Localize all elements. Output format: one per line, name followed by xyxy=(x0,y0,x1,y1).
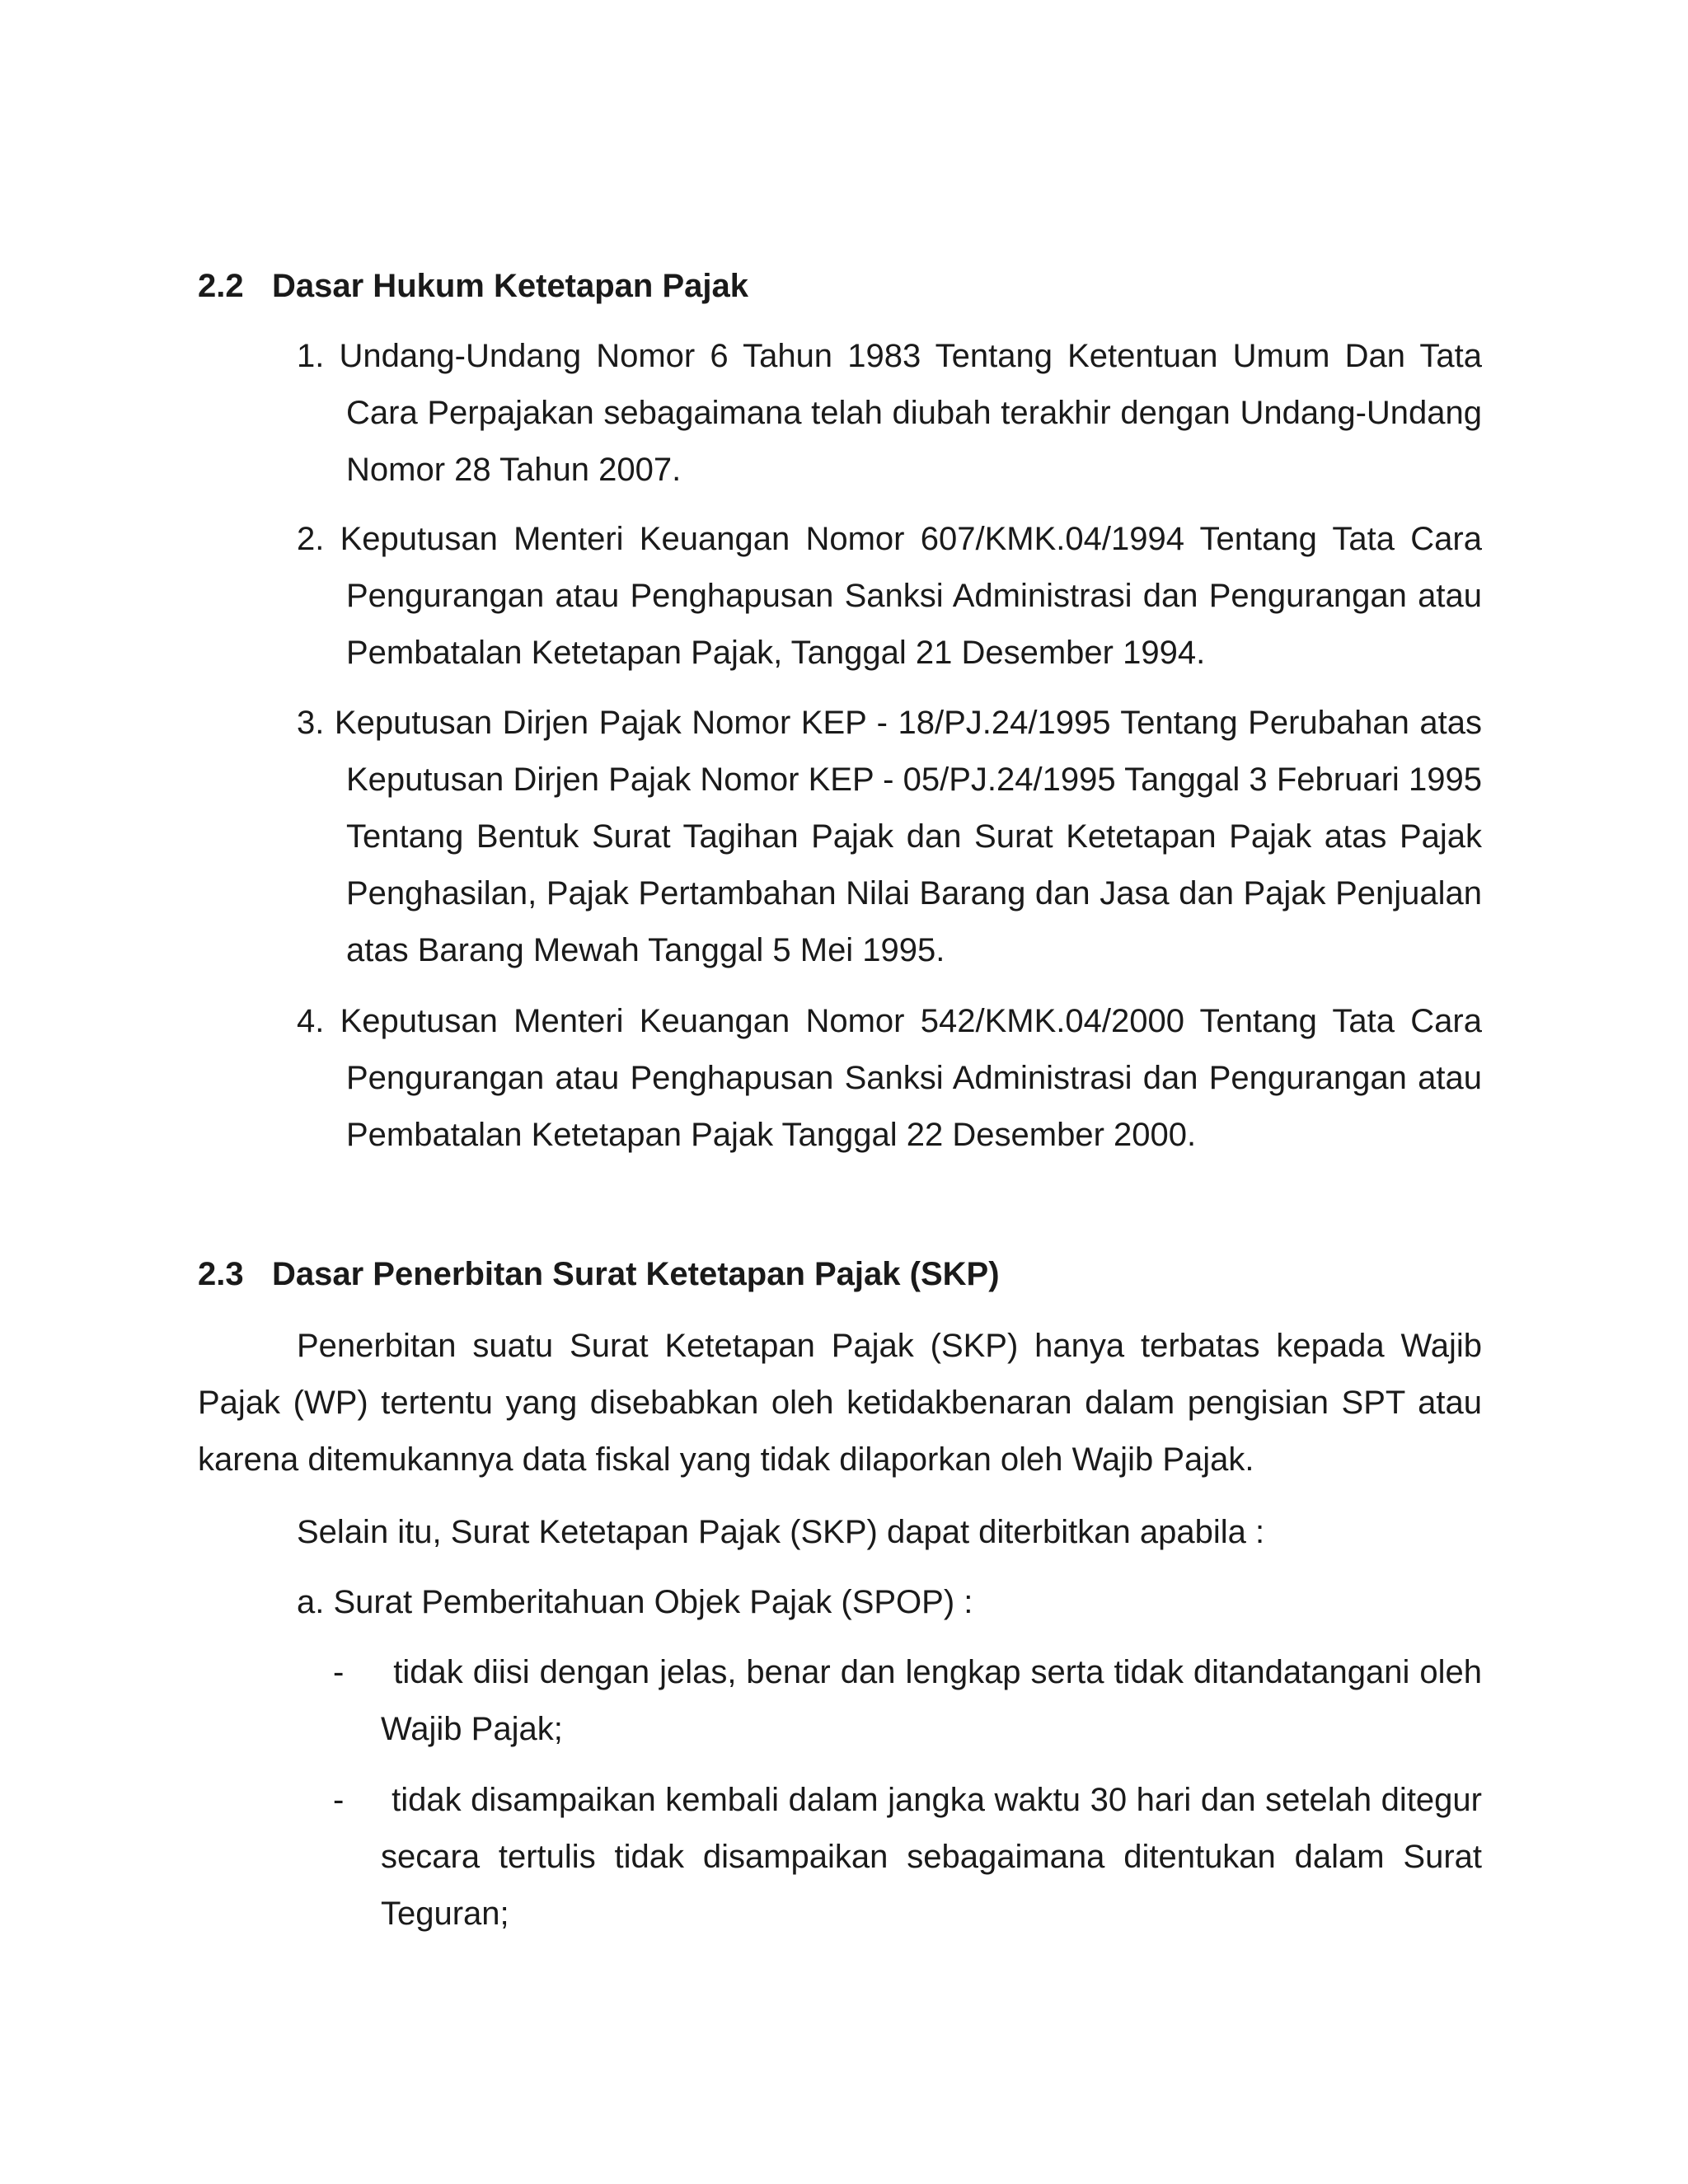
section-title: Dasar Hukum Ketetapan Pajak xyxy=(272,268,749,304)
section-number: 2.2 xyxy=(198,268,244,304)
dash-item-2 xyxy=(333,1772,1482,1943)
section-title: Dasar Penerbitan Surat Ketetapan Pajak (SKP) xyxy=(272,1256,1000,1292)
dash-item-text: tidak diisi dengan jelas, benar dan lengkap serta tidak ditandatangani oleh Wajib Pajak; xyxy=(381,1654,1482,1747)
sub-item-a: a. Surat Pemberitahuan Objek Pajak (SPOP) : xyxy=(297,1584,973,1620)
dash-marker: - xyxy=(333,1654,345,1690)
list-item-2 xyxy=(297,511,1482,682)
dash-item-text: tidak disampaikan kembali dalam jangka waktu 30 hari dan setelah ditegur secara tertulis tidak disampaikan sebagaimana ditentukan dalam Surat Teguran; xyxy=(381,1782,1482,1932)
list-item-text: Keputusan Menteri Keuangan Nomor 542/KMK.04/2000 Tentang Tata Cara Pengurangan atau Penghapusan Sanksi Administrasi dan Pengurangan atau Pembatalan Ketetapan Pajak Tanggal 22 Desember 2000. xyxy=(340,1003,1482,1153)
list-marker: 4. xyxy=(297,1003,325,1039)
list-marker: 3. xyxy=(297,705,325,741)
list-item-text: Keputusan Menteri Keuangan Nomor 607/KMK.04/1994 Tentang Tata Cara Pengurangan atau Penghapusan Sanksi Administrasi dan Pengurangan atau Pembatalan Ketetapan Pajak, Tanggal 21 Desember 1994. xyxy=(340,521,1482,671)
list-item-text: Undang-Undang Nomor 6 Tahun 1983 Tentang Ketentuan Umum Dan Tata Cara Perpajakan sebagaimana telah diubah terakhir dengan Undang-Undang Nomor 28 Tahun 2007. xyxy=(339,338,1482,488)
dash-marker: - xyxy=(333,1782,345,1818)
paragraph-2: Selain itu, Surat Ketetapan Pajak (SKP) dapat diterbitkan apabila : xyxy=(297,1514,1265,1550)
list-marker: 1. xyxy=(297,338,325,374)
paragraph-1: Penerbitan suatu Surat Ketetapan Pajak (SKP) hanya terbatas kepada Wajib Pajak (WP) tertentu yang disebabkan oleh ketidakbenaran dalam pengisian SPT atau karena ditemukannya data fiskal yang tidak dilaporkan oleh Wajib Pajak. xyxy=(198,1328,1482,1478)
section-heading-2-2 xyxy=(198,265,748,307)
dash-item-1 xyxy=(333,1644,1482,1758)
section-heading-2-3 xyxy=(198,1254,1000,1295)
list-item-1 xyxy=(297,328,1482,499)
list-item-4 xyxy=(297,993,1482,1164)
list-marker: 2. xyxy=(297,521,325,557)
section-number: 2.3 xyxy=(198,1256,244,1292)
list-item-3 xyxy=(297,695,1482,979)
list-item-text: Keputusan Dirjen Pajak Nomor KEP - 18/PJ.24/1995 Tentang Perubahan atas Keputusan Dirjen Pajak Nomor KEP - 05/PJ.24/1995 Tanggal 3 Februari 1995 Tentang Bentuk Surat Tagihan Pajak dan Surat Ketetapan Pajak atas Pajak Penghasilan, Pajak Pertambahan Nilai Barang dan Jasa dan Pajak Penjualan atas Barang Mewah Tanggal 5 Mei 1995. xyxy=(334,705,1482,968)
